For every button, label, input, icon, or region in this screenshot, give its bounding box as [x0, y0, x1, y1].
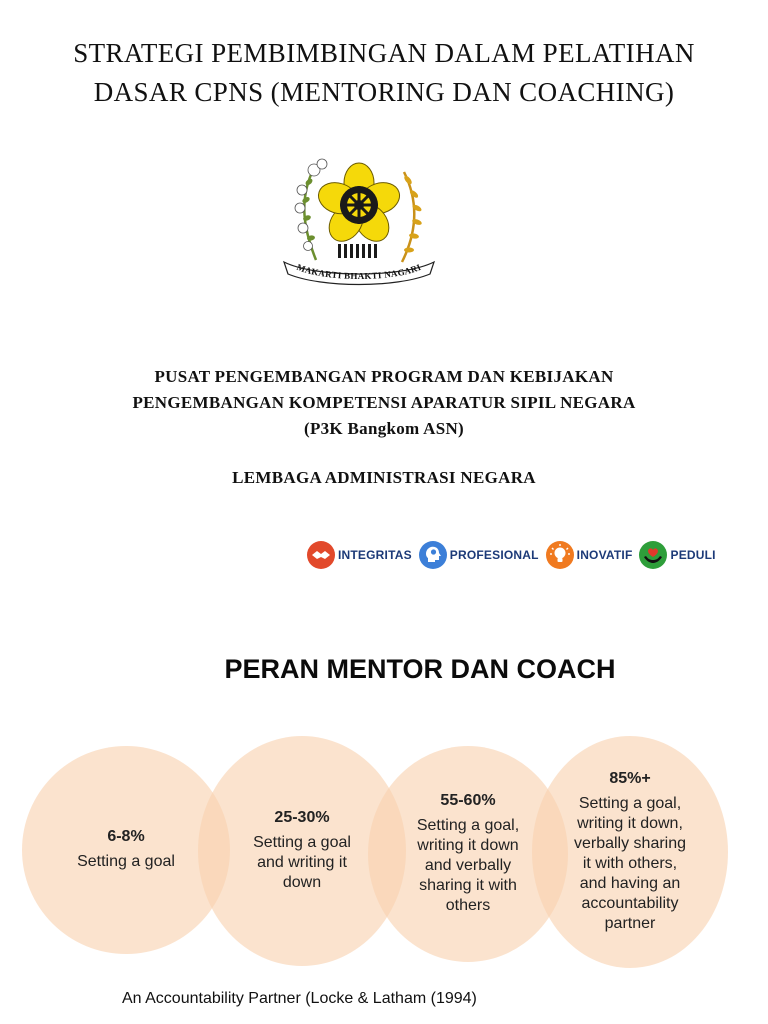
stage-description [253, 833, 351, 893]
value-label-inovatif: INOVATIF [576, 548, 633, 562]
stage-line: and verbally [424, 857, 512, 874]
stage-percent: 85%+ [609, 770, 651, 787]
stage-line: writing it down [417, 837, 519, 854]
institution-name: LEMBAGA ADMINISTRASI NEGARA [232, 468, 536, 487]
document-title [0, 34, 768, 112]
org-line-1: PUSAT PENGEMBANGAN PROGRAM DAN KEBIJAKAN [154, 367, 614, 386]
head-gear-icon [418, 540, 448, 570]
stage-line: others [445, 897, 491, 914]
title-line-2: DASAR CPNS (MENTORING DAN COACHING) [93, 77, 675, 107]
title-line-1: STRATEGI PEMBIMBINGAN DALAM PELATIHAN [73, 38, 695, 68]
stage-circle-4 [532, 736, 728, 968]
value-label-integritas: INTEGRITAS [338, 548, 412, 562]
stage-line: accountability [581, 895, 679, 912]
stage-line: it with others, [582, 855, 678, 872]
stage-line: Setting a goal [253, 834, 351, 851]
stage-percent: 25-30% [274, 809, 330, 826]
handshake-icon [306, 540, 336, 570]
stage-description [77, 852, 175, 872]
heart-hands-icon [638, 540, 668, 570]
slide-title: PERAN MENTOR DAN COACH [224, 654, 616, 684]
stage-line: sharing it with [419, 877, 517, 894]
stage-line: down [282, 874, 322, 891]
value-label-peduli: PEDULI [670, 548, 716, 562]
stage-description [417, 816, 519, 916]
lightbulb-icon [545, 540, 575, 570]
stage-line: writing it down, [577, 815, 683, 832]
value-peduli [638, 540, 715, 570]
stage-line: Setting a goal, [416, 817, 520, 834]
garuda-emblem-icon [276, 150, 442, 288]
stage-line: Setting a goal [77, 853, 175, 870]
value-inovatif [545, 540, 633, 570]
stage-description [574, 794, 686, 934]
emblem-motto: MAKARTI BHAKTI NAGARI [295, 261, 423, 282]
stage-line: partner [604, 915, 656, 932]
organization-name [0, 364, 768, 442]
org-line-2: PENGEMBANGAN KOMPETENSI APARATUR SIPIL NEGARA [132, 393, 636, 412]
value-profesional [418, 540, 539, 570]
stage-line: and writing it [257, 854, 347, 871]
accountability-stages [22, 736, 732, 968]
stage-line: and having an [579, 875, 681, 892]
value-integritas [306, 540, 412, 570]
stage-line: Setting a goal, [578, 795, 682, 812]
stage-percent: 6-8% [107, 828, 145, 845]
value-label-profesional: PROFESIONAL [449, 548, 539, 562]
citation: An Accountability Partner (Locke & Latham (1994) [122, 990, 477, 1007]
core-values [306, 538, 722, 572]
org-line-3: (P3K Bangkom ASN) [303, 419, 464, 438]
stage-percent: 55-60% [440, 792, 496, 809]
stage-line: verbally sharing [573, 835, 687, 852]
